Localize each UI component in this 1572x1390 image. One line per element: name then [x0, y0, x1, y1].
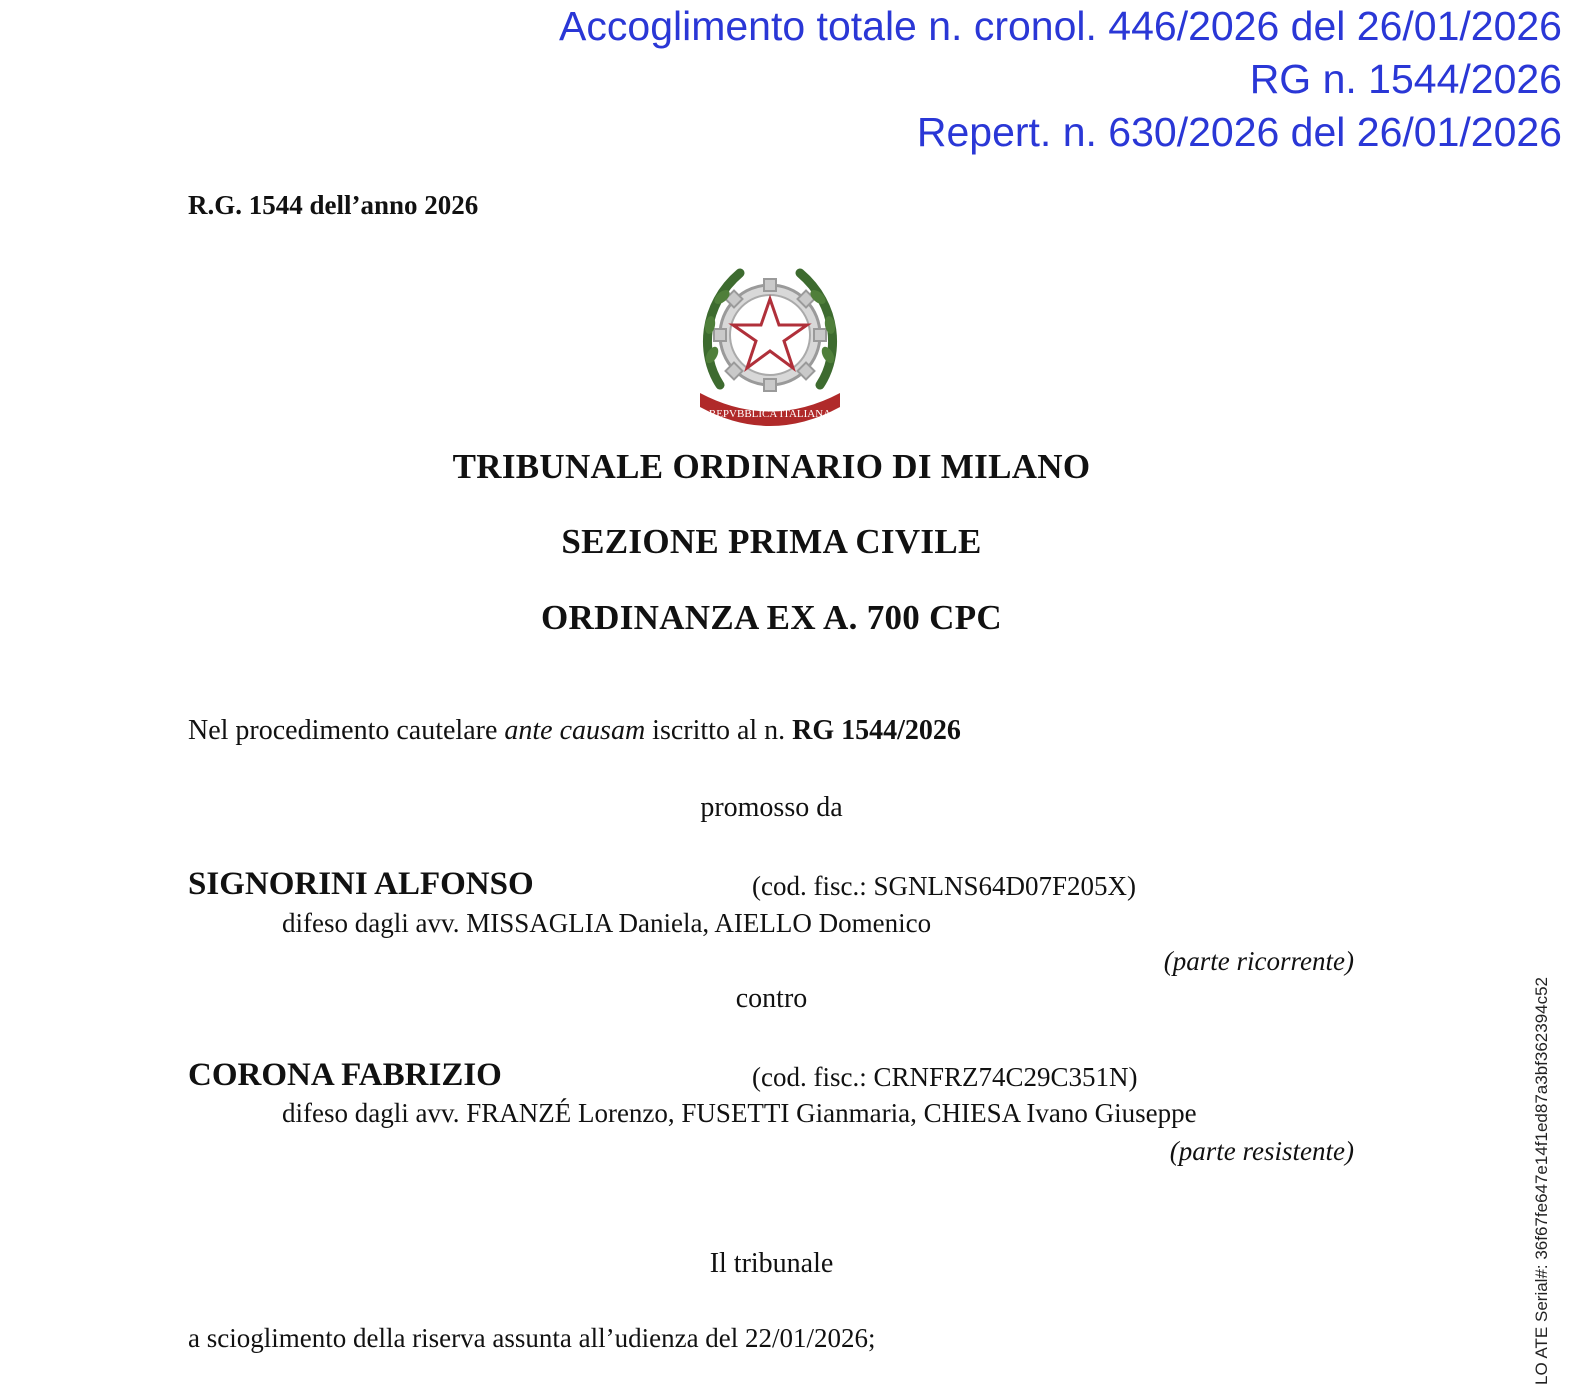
rg-header: R.G. 1544 dell’anno 2026	[188, 190, 479, 220]
intro-paragraph	[188, 715, 961, 747]
respondent-lawyers: difeso dagli avv. FRANZÉ Lorenzo, FUSETTI Gianmaria, CHIESA Ivano Giuseppe	[282, 1098, 1197, 1128]
section-title: SEZIONE PRIMA CIVILE	[561, 522, 982, 561]
emblem-ribbon-text: REPVBBLICA ITALIANA	[708, 408, 832, 420]
claimant-name: SIGNORINI ALFONSO	[188, 866, 534, 902]
registry-stamp	[559, 0, 1562, 159]
stamp-line-decision: Accoglimento totale n. cronol. 446/2026 del 26/01/2026	[559, 3, 1562, 49]
claimant-role: (parte ricorrente)	[1163, 946, 1354, 976]
order-title: ORDINANZA EX A. 700 CPC	[541, 598, 1002, 637]
court-label: Il tribunale	[709, 1248, 834, 1279]
claimant-lawyers: difeso dagli avv. MISSAGLIA Daniela, AIELLO Domenico	[282, 908, 932, 938]
stamp-line-repertorio: Repert. n. 630/2026 del 26/01/2026	[916, 109, 1562, 155]
intro-italic: ante causam	[504, 715, 646, 746]
side-serial-number: LO ATE Serial#: 36f67fe647e14f1ed87a3bf362394c52	[1532, 976, 1551, 1385]
court-title: TRIBUNALE ORDINARIO DI MILANO	[452, 447, 1091, 486]
closing-paragraph: a scioglimento della riserva assunta all’udienza del 22/01/2026;	[188, 1323, 876, 1353]
claimant-tax-code: (cod. fisc.: SGNLNS64D07F205X)	[752, 871, 1136, 901]
promoted-by: promosso da	[700, 792, 843, 823]
respondent-name: CORONA FABRIZIO	[188, 1057, 502, 1093]
stamp-line-rg: RG n. 1544/2026	[1249, 56, 1562, 102]
against-label: contro	[735, 983, 808, 1014]
respondent-role: (parte resistente)	[1169, 1136, 1354, 1166]
intro-rg-number: RG 1544/2026	[792, 715, 961, 746]
intro-middle: iscritto al n.	[645, 715, 793, 746]
intro-prefix: Nel procedimento cautelare	[188, 715, 505, 746]
respondent-tax-code: (cod. fisc.: CRNFRZ74C29C351N)	[752, 1062, 1138, 1092]
italian-republic-emblem-icon	[690, 255, 850, 435]
